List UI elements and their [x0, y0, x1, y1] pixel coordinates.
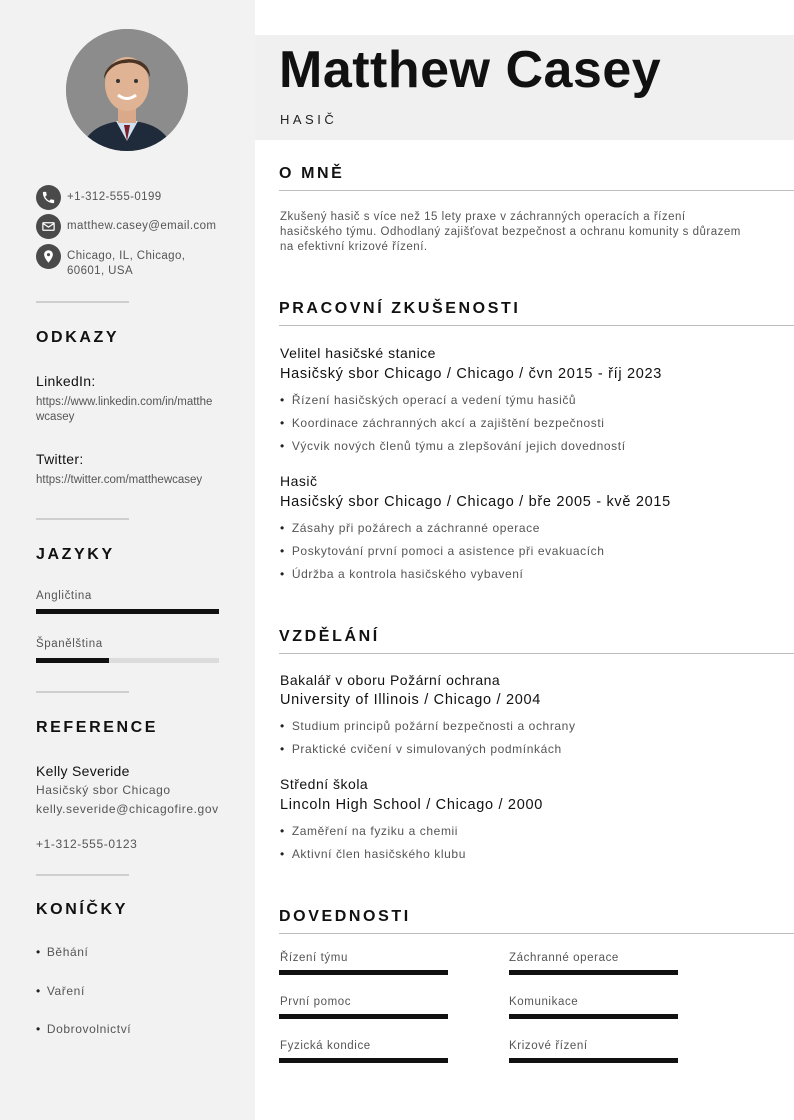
language-level-bar [36, 609, 219, 614]
job-bullet: • Údržba a kontrola hasičského vybavení [280, 567, 524, 581]
candidate-name: Matthew Casey [279, 41, 662, 99]
sidebar-divider [36, 301, 129, 303]
job-subtitle: Hasičský sbor Chicago / Chicago / bře 2005 - kvě 2015 [280, 494, 671, 510]
skill-name: Komunikace [509, 996, 579, 1008]
education-heading: VZDĚLÁNÍ [279, 628, 380, 645]
reference-organization: Hasičský sbor Chicago [36, 783, 171, 797]
education-title: Střední škola [280, 776, 369, 792]
skills-heading: DOVEDNOSTI [279, 908, 411, 925]
skill-level-bar [279, 970, 448, 975]
contact-address-row [36, 244, 217, 279]
skill-name: Krizové řízení [509, 1040, 588, 1052]
linkedin-link[interactable]: https://www.linkedin.com/in/matthewcasey [36, 396, 213, 423]
education-title: Bakalář v oboru Požární ochrana [280, 672, 501, 688]
job-subtitle: Hasičský sbor Chicago / Chicago / čvn 2015 - říj 2023 [280, 366, 663, 382]
skill-level-fill [509, 1014, 678, 1019]
skill-level-bar [509, 1058, 678, 1063]
education-subtitle: University of Illinois / Chicago / 2004 [280, 692, 542, 708]
skill-name: Fyzická kondice [280, 1040, 371, 1052]
phone-icon [36, 185, 61, 210]
contact-address: Chicago, IL, Chicago, 60601, USA [67, 250, 186, 277]
job-bullet: • Poskytování první pomoci a asistence při evakuacích [280, 544, 605, 558]
links-heading: ODKAZY [36, 329, 120, 346]
skill-level-bar [509, 970, 678, 975]
twitter-link[interactable]: https://twitter.com/matthewcasey [36, 474, 203, 486]
language-name: Angličtina [36, 590, 92, 602]
candidate-job-title: HASIČ [280, 112, 338, 127]
education-bullet: • Aktivní člen hasičského klubu [280, 847, 466, 861]
languages-heading: JAZYKY [36, 546, 115, 563]
job-title: Velitel hasičské stanice [280, 345, 436, 361]
job-title: Hasič [280, 473, 318, 489]
language-level-bar [36, 658, 219, 663]
hobby-item: • Vaření [36, 984, 85, 998]
hobby-item: • Dobrovolnictví [36, 1022, 132, 1036]
education-bullet: • Studium principů požární bezpečnosti a ochrany [280, 719, 576, 733]
sidebar-divider [36, 691, 129, 693]
skill-level-fill [279, 1014, 448, 1019]
linkedin-label: LinkedIn: [36, 373, 96, 389]
language-name: Španělština [36, 638, 103, 650]
skill-name: Záchranné operace [509, 952, 619, 964]
section-rule [279, 653, 794, 654]
language-level-fill [36, 609, 219, 614]
skill-level-fill [279, 1058, 448, 1063]
education-bullet: • Praktické cvičení v simulovaných podmínkách [280, 742, 562, 756]
contact-email-row [36, 214, 217, 239]
reference-heading: REFERENCE [36, 719, 159, 736]
about-text: Zkušený hasič s více než 15 lety praxe v záchranných operacích a řízení hasičského týmu. Odhodlaný zajišťovat bezpečnost a ochranu komunity s důrazem na efektivní krizové řízení. [280, 211, 741, 253]
skill-level-fill [509, 1058, 678, 1063]
sidebar-divider [36, 518, 129, 520]
skill-level-bar [279, 1014, 448, 1019]
job-bullet: • Výcvik nových členů týmu a zlepšování jejich dovedností [280, 439, 626, 453]
contact-phone: +1-312-555-0199 [67, 191, 162, 203]
reference-name: Kelly Severide [36, 763, 130, 779]
skill-level-bar [279, 1058, 448, 1063]
job-bullet: • Řízení hasičských operací a vedení týmu hasičů [280, 393, 577, 407]
email-icon [36, 214, 61, 239]
section-rule [279, 325, 794, 326]
education-bullet: • Zaměření na fyziku a chemii [280, 824, 459, 838]
twitter-label: Twitter: [36, 451, 84, 467]
skill-name: První pomoc [280, 996, 352, 1008]
profile-photo [66, 29, 188, 151]
about-heading: O MNĚ [279, 165, 345, 182]
sidebar-divider [36, 874, 129, 876]
person-photo-icon [66, 29, 188, 151]
job-bullet: • Koordinace záchranných akcí a zajištění bezpečnosti [280, 416, 605, 430]
hobbies-heading: KONÍČKY [36, 901, 128, 918]
language-level-fill [36, 658, 109, 663]
skill-name: Řízení týmu [280, 952, 348, 964]
contact-email[interactable]: matthew.casey@email.com [67, 220, 217, 232]
contact-phone-row [36, 185, 217, 210]
job-bullet: • Zásahy při požárech a záchranné operace [280, 521, 541, 535]
location-pin-icon [36, 244, 61, 269]
education-subtitle: Lincoln High School / Chicago / 2000 [280, 797, 543, 813]
experience-heading: PRACOVNÍ ZKUŠENOSTI [279, 300, 521, 317]
skill-level-fill [279, 970, 448, 975]
reference-phone: +1-312-555-0123 [36, 837, 138, 851]
skill-level-fill [509, 970, 678, 975]
section-rule [279, 190, 794, 191]
hobby-item: • Běhání [36, 945, 89, 959]
section-rule [279, 933, 794, 934]
skill-level-bar [509, 1014, 678, 1019]
reference-email[interactable]: kelly.severide@chicagofire.gov [36, 802, 219, 816]
